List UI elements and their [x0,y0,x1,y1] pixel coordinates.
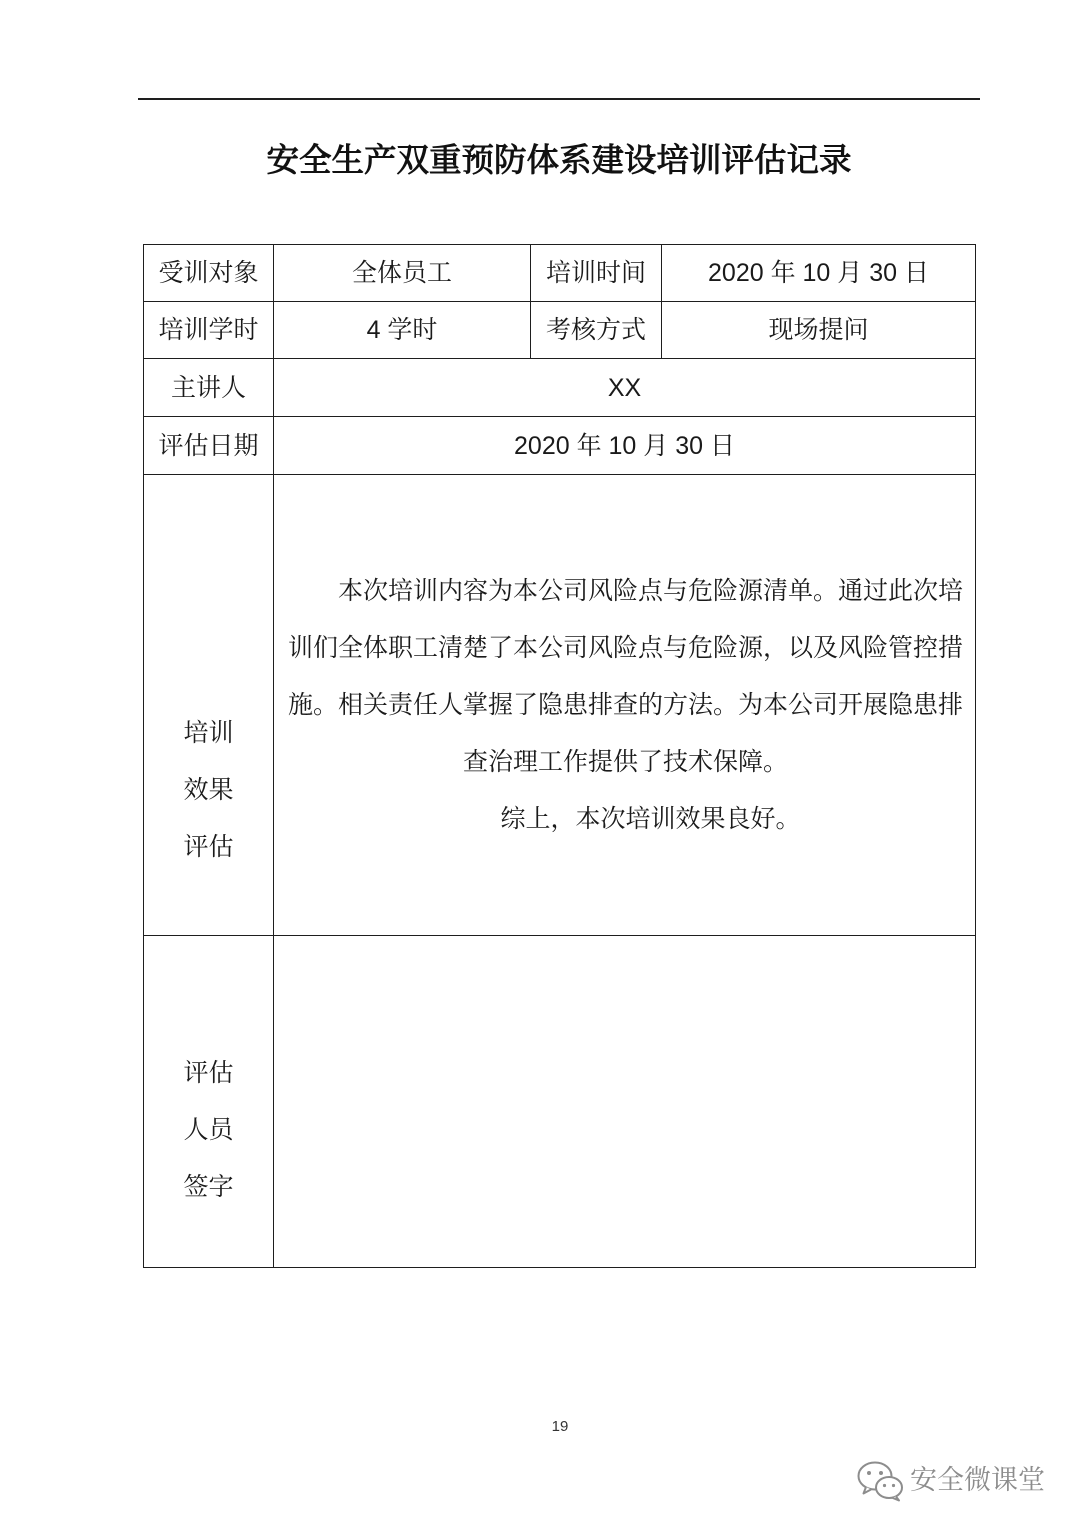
evaluator-signature-area [274,936,976,1268]
evaluation-date-label: 评估日期 [144,417,274,475]
assessment-method-value: 现场提问 [662,302,976,359]
table-row [144,936,976,1268]
evaluator-signature-label [144,936,274,1268]
effect-paragraph: 综上，本次培训效果良好。 [500,804,801,833]
effect-label-line: 评估 [183,832,234,861]
table-row [144,417,976,475]
table-row [144,475,976,936]
evaluation-date-value: 2020 年 10 月 30 日 [274,417,976,475]
effect-evaluation-label [144,475,274,936]
wechat-icon [856,1460,906,1502]
header-rule [138,98,980,100]
effect-paragraph: 本次培训内容为本公司风险点与危险源清单。通过此次培训们全体职工清楚了本公司风险点与危险源，以及风险管控措施。相关责任人掌握了隐患排查的方法。为本公司开展隐患排查治理工作提供了技术保障。 [287,576,963,776]
table-row [144,302,976,359]
table-row [144,359,976,417]
signature-label-line: 评估 [183,1058,234,1087]
watermark-text: 安全微课堂 [910,1465,1045,1496]
page-number: 19 [551,1418,569,1435]
training-hours-label: 培训学时 [144,302,274,359]
page-title: 安全生产双重预防体系建设培训评估记录 [266,140,852,179]
training-hours-value: 4 学时 [274,302,531,359]
training-time-value: 2020 年 10 月 30 日 [662,245,976,302]
assessment-method-label: 考核方式 [531,302,662,359]
effect-label-line: 效果 [183,775,234,804]
signature-label-line: 签字 [183,1172,234,1201]
lecturer-label: 主讲人 [144,359,274,417]
trainees-value: 全体员工 [274,245,531,302]
table-row [144,245,976,302]
training-time-label: 培训时间 [531,245,662,302]
lecturer-value: XX [274,359,976,417]
training-evaluation-table [143,244,976,1268]
signature-label-line: 人员 [183,1115,234,1144]
trainees-label: 受训对象 [144,245,274,302]
effect-label-line: 培训 [183,718,234,747]
effect-evaluation-content [274,475,976,936]
watermark [856,1460,1045,1502]
